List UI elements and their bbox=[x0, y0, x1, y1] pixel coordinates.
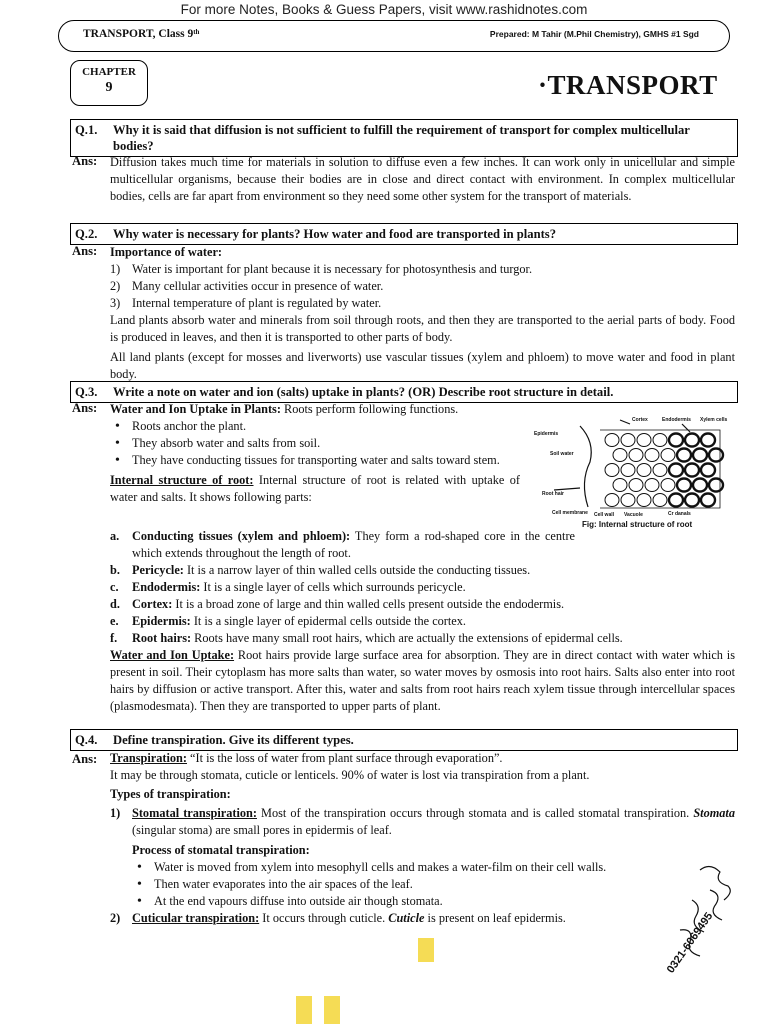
q3-label: Q.3. bbox=[75, 385, 98, 399]
root-part-item: f. Root hairs: Roots have many small root hairs, which are actually the extensions of epidermal cells. bbox=[110, 631, 623, 645]
q3-text: Write a note on water and ion (salts) uptake in plants? (OR) Describe root structure in detail. bbox=[113, 385, 614, 399]
root-parts-list bbox=[110, 528, 735, 715]
root-cell bbox=[637, 464, 651, 477]
transpiration-definition: Transpiration: “It is the loss of water from plant surface through evaporation”. bbox=[110, 751, 503, 765]
root-cell bbox=[669, 434, 683, 447]
uptake-paragraph: Water and Ion Uptake: Root hairs provide large surface area for absorption. They are in direct contact with water which is present in soil. Their cytoplasm has more salts than water, so water moves by osmosis into root hairs. Salts also enter into root hairs by diffusion or active transport. After this, water and salts from root hairs reach xylem tissue through intercellular spaces (plasmodesmata). Then they are transported to upper parts of plant. bbox=[110, 648, 735, 713]
fig-label-canals: Cr danals bbox=[668, 511, 691, 517]
q4-text: Define transpiration. Give its different types. bbox=[113, 733, 354, 747]
q1-answer: Diffusion takes much time for materials in solution to diffuse even a few inches. It can work only in unicellular and simple multicellular organisms, because their bodies are in close and direct contact with environment. In complex multicellular bodies, cells are far apart from environment so they need some other system for the transport of materials. bbox=[110, 155, 735, 203]
fig-label-endodermis: Endodermis bbox=[662, 417, 691, 423]
fig-label-root-hair: Root hair bbox=[542, 491, 564, 497]
root-cell bbox=[677, 449, 691, 462]
root-cell bbox=[637, 434, 651, 447]
q3-ans-label: Ans: bbox=[72, 401, 98, 415]
list-item: • They have conducting tissues for transporting water and salts toward stem. bbox=[110, 452, 520, 469]
root-functions-list bbox=[110, 418, 520, 469]
q3-intro: Water and Ion Uptake in Plants: Roots perform following functions. bbox=[110, 402, 459, 416]
root-cell bbox=[709, 479, 723, 492]
root-cell bbox=[701, 494, 715, 507]
highlight-mark bbox=[296, 996, 312, 1024]
types-heading: Types of transpiration: bbox=[110, 787, 231, 801]
chapter-title bbox=[538, 70, 718, 101]
internal-structure-intro: Internal structure of root: Internal structure of root is related with uptake of water and salts. It shows following parts: bbox=[110, 473, 520, 504]
type-2: 2) Cuticular transpiration: It occurs through cuticle. Cuticle is present on leaf epidermis. bbox=[110, 911, 566, 925]
process-heading: Process of stomatal transpiration: bbox=[132, 843, 310, 857]
root-cell bbox=[685, 434, 699, 447]
highlight-mark bbox=[324, 996, 340, 1024]
root-cell bbox=[605, 494, 619, 507]
fig-label-vacuole: Vacuole bbox=[624, 512, 643, 518]
type-1: 1) Stomatal transpiration: Most of the transpiration occurs through stomata and is called stomatal transpiration. Stomata (singular stoma) are small pores in epidermis of leaf. bbox=[110, 806, 735, 837]
root-cell bbox=[613, 479, 627, 492]
q2-heading: Importance of water: bbox=[110, 245, 222, 259]
list-item: • They absorb water and salts from soil. bbox=[110, 435, 520, 452]
root-cell bbox=[629, 479, 643, 492]
header-author: Prepared: M Tahir (M.Phil Chemistry), GMHS #1 Sgd bbox=[489, 29, 699, 39]
q2-label: Q.2. bbox=[75, 227, 98, 241]
list-item: • Then water evaporates into the air spaces of the leaf. bbox=[132, 876, 735, 893]
q2-point: 2) Many cellular activities occur in presence of water. bbox=[110, 279, 384, 293]
figure-caption: Fig: Internal structure of root bbox=[582, 520, 693, 529]
chapter-number: 9 bbox=[105, 80, 113, 95]
root-part-item: e. Epidermis: It is a single layer of epidermal cells outside the cortex. bbox=[110, 614, 466, 628]
root-cell bbox=[693, 479, 707, 492]
fig-label-cell-wall: Cell wall bbox=[594, 512, 615, 518]
question-3 bbox=[70, 381, 738, 403]
root-cell bbox=[693, 449, 707, 462]
root-cell bbox=[701, 434, 715, 447]
root-cell bbox=[677, 479, 691, 492]
q1-label: Q.1. bbox=[75, 123, 98, 137]
q1-text: Why it is said that diffusion is not sufficient to fulfill the requirement of transport for complex multicellular bodies? bbox=[113, 123, 690, 153]
root-cell bbox=[669, 464, 683, 477]
chapter-title-text: TRANSPORT bbox=[547, 70, 718, 100]
chapter-box bbox=[70, 60, 148, 106]
title-dot: · bbox=[538, 70, 548, 100]
root-part-item: b. Pericycle: It is a narrow layer of thin walled cells outside the conducting tissues. bbox=[110, 563, 531, 577]
root-cell bbox=[669, 494, 683, 507]
fig-label-xylem: Xylem cells bbox=[700, 417, 728, 423]
root-cell bbox=[661, 479, 675, 492]
root-cell bbox=[653, 494, 667, 507]
root-cell bbox=[605, 464, 619, 477]
root-cell bbox=[621, 494, 635, 507]
promo-note: For more Notes, Books & Guess Papers, visit www.rashidnotes.com bbox=[180, 2, 588, 17]
root-cell bbox=[685, 464, 699, 477]
transpiration-line2: It may be through stomata, cuticle or lenticels. 90% of water is lost via transpiration from a plant. bbox=[110, 768, 590, 782]
root-cell bbox=[645, 449, 659, 462]
chapter-label: CHAPTER bbox=[82, 66, 136, 78]
fig-label-cortex: Cortex bbox=[632, 417, 648, 423]
q2-text: Why water is necessary for plants? How water and food are transported in plants? bbox=[113, 227, 557, 241]
question-2 bbox=[70, 223, 738, 245]
q3-answer-top bbox=[110, 401, 520, 506]
page-header bbox=[58, 20, 730, 52]
list-item: • Water is moved from xylem into mesophyll cells and makes a water-film on their cell walls. bbox=[132, 859, 735, 876]
q2-ans-label: Ans: bbox=[72, 244, 98, 258]
root-cell bbox=[621, 464, 635, 477]
root-cell bbox=[629, 449, 643, 462]
root-cell bbox=[653, 434, 667, 447]
list-item: • At the end vapours diffuse into outside air though stomata. bbox=[132, 893, 735, 910]
root-part-item: c. Endodermis: It is a single layer of cells which surrounds pericycle. bbox=[110, 580, 466, 594]
q2-para2: All land plants (except for mosses and liverworts) use vascular tissues (xylem and phloem) to move water and food in plant body. bbox=[110, 350, 735, 381]
fig-label-soil-water: Soil water bbox=[550, 451, 574, 457]
root-cell bbox=[685, 494, 699, 507]
root-part-item: d. Cortex: It is a broad zone of large and thin walled cells present outside the endodermis. bbox=[110, 597, 565, 611]
highlight-mark bbox=[418, 938, 434, 962]
root-cell bbox=[613, 449, 627, 462]
question-4 bbox=[70, 729, 738, 751]
q1-ans-label: Ans: bbox=[72, 154, 98, 168]
q4-ans-label: Ans: bbox=[72, 752, 98, 766]
fig-label-epidermis: Epidermis bbox=[534, 431, 559, 437]
fig-label-membrane: Cell membrane bbox=[552, 510, 588, 516]
q2-point: 3) Internal temperature of plant is regulated by water. bbox=[110, 296, 382, 310]
root-cell bbox=[653, 464, 667, 477]
root-cell bbox=[709, 449, 723, 462]
q2-point: 1) Water is important for plant because it is necessary for photosynthesis and turgor. bbox=[110, 262, 533, 276]
root-cell bbox=[621, 434, 635, 447]
root-structure-figure bbox=[520, 412, 730, 532]
author-stamp bbox=[640, 840, 760, 1000]
q4-label: Q.4. bbox=[75, 733, 98, 747]
root-part-item: a. Conducting tissues (xylem and phloem): They form a rod-shaped core in the centre which extends throughout the length of root. bbox=[110, 529, 575, 560]
header-title: TRANSPORT, Class 9ᵗʰ bbox=[83, 28, 200, 40]
cell-grid bbox=[605, 434, 723, 507]
root-cell bbox=[661, 449, 675, 462]
stamp-phone: 0321-6069495 bbox=[664, 910, 716, 976]
root-cell bbox=[637, 494, 651, 507]
root-cell bbox=[605, 434, 619, 447]
q2-para1: Land plants absorb water and minerals from soil through roots, and then they are transported to the aerial parts of body. Food is produced in leaves, and then it is transported to other parts of body. bbox=[110, 313, 735, 344]
root-cell bbox=[701, 464, 715, 477]
root-cell bbox=[645, 479, 659, 492]
question-1 bbox=[70, 119, 738, 157]
q2-answer bbox=[110, 244, 735, 383]
list-item: • Roots anchor the plant. bbox=[110, 418, 520, 435]
